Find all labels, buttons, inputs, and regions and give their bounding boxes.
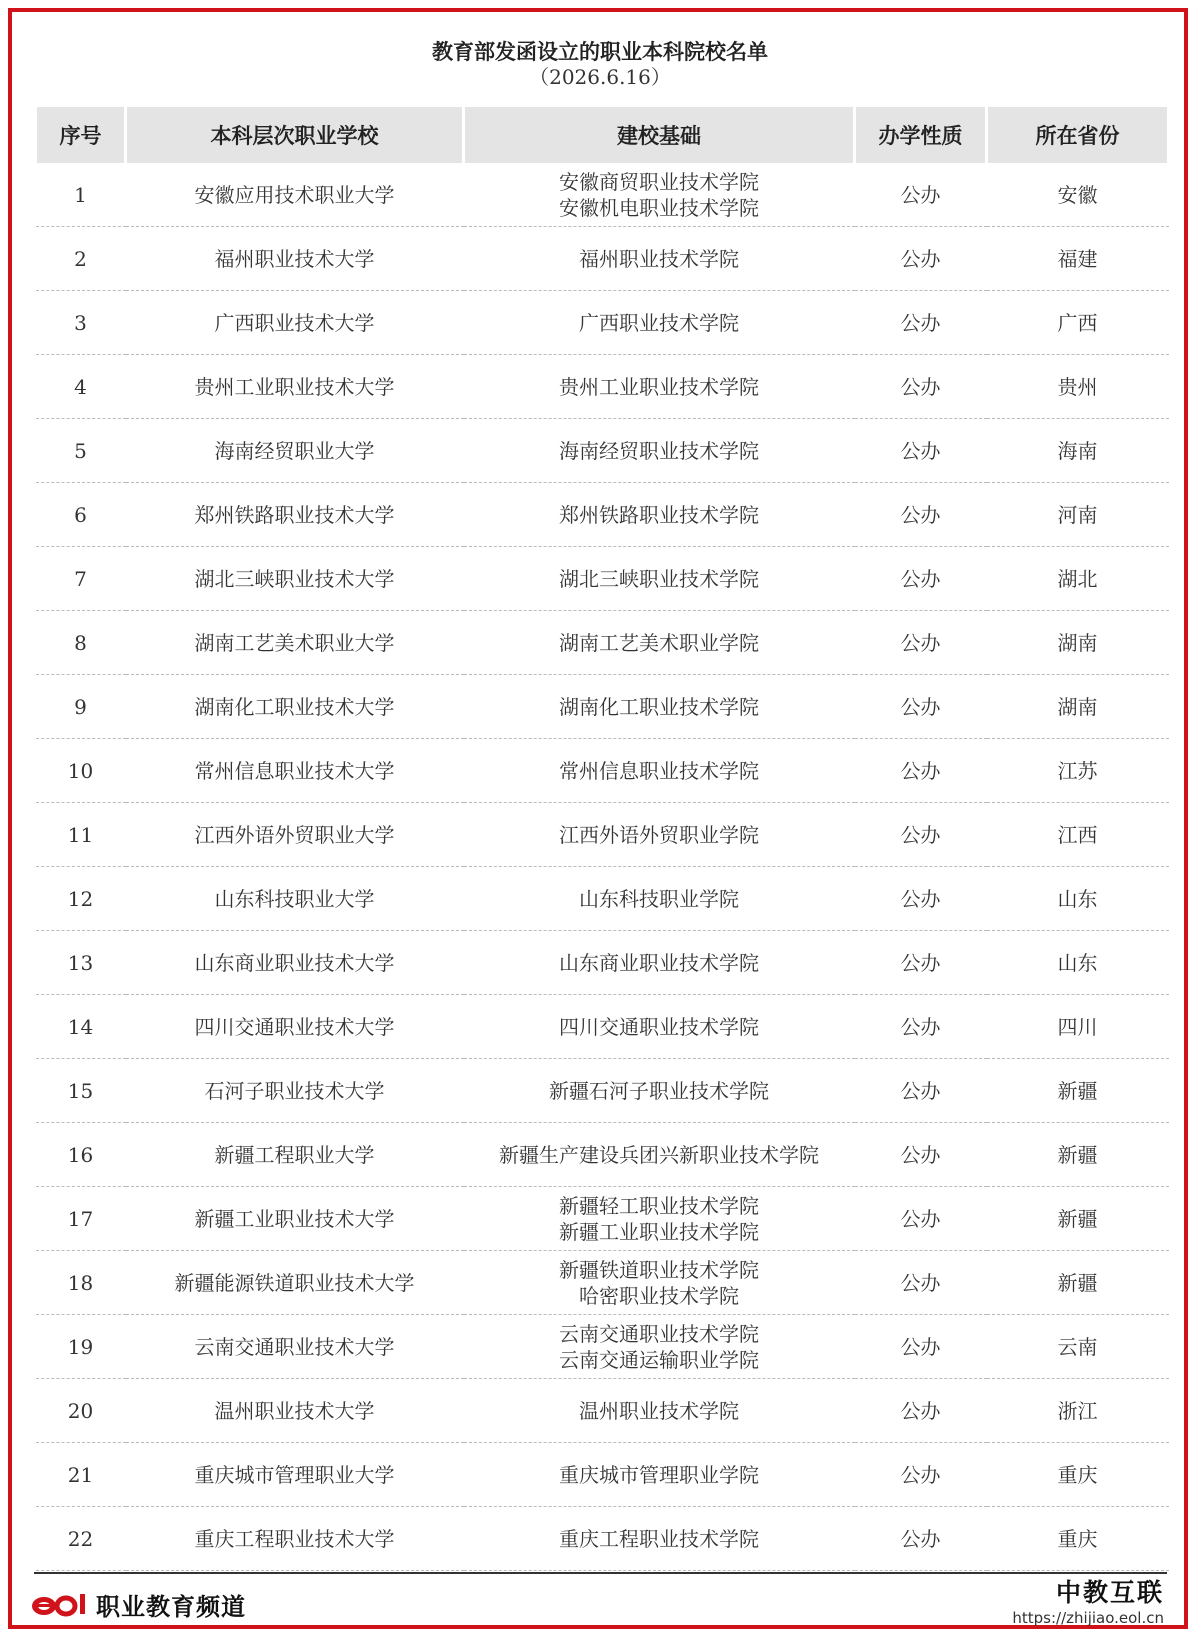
basis-line: 郑州铁路职业技术学院 xyxy=(559,502,759,527)
cell-basis xyxy=(464,1315,855,1379)
cell-nature: 公办 xyxy=(855,227,987,291)
cell-no: 14 xyxy=(36,995,126,1059)
cell-school: 山东商业职业技术大学 xyxy=(126,931,464,995)
header-basis: 建校基础 xyxy=(464,107,855,163)
table-row xyxy=(36,1315,1169,1379)
cell-no: 5 xyxy=(36,419,126,483)
brand-name: 中教互联 xyxy=(1055,1578,1164,1607)
basis-line: 贵州工业职业技术学院 xyxy=(559,374,759,399)
basis-line: 山东科技职业学院 xyxy=(579,886,739,911)
cell-no: 11 xyxy=(36,803,126,867)
cell-nature: 公办 xyxy=(855,1315,987,1379)
cell-school: 江西外语外贸职业大学 xyxy=(126,803,464,867)
cell-basis xyxy=(464,675,855,739)
cell-nature: 公办 xyxy=(855,1507,987,1571)
cell-nature: 公办 xyxy=(855,291,987,355)
basis-line: 山东商业职业技术学院 xyxy=(559,950,759,975)
table-row xyxy=(36,931,1169,995)
cell-no: 16 xyxy=(36,1123,126,1187)
cell-no: 19 xyxy=(36,1315,126,1379)
cell-province: 贵州 xyxy=(987,355,1169,419)
cell-no: 7 xyxy=(36,547,126,611)
basis-line: 湖南工艺美术职业学院 xyxy=(559,630,759,655)
cell-province: 重庆 xyxy=(987,1443,1169,1507)
document-title: 教育部发函设立的职业本科院校名单 xyxy=(432,39,768,64)
cell-province: 浙江 xyxy=(987,1379,1169,1443)
basis-line: 重庆城市管理职业学院 xyxy=(559,1462,759,1487)
cell-nature: 公办 xyxy=(855,995,987,1059)
cell-no: 4 xyxy=(36,355,126,419)
cell-school: 郑州铁路职业技术大学 xyxy=(126,483,464,547)
cell-nature: 公办 xyxy=(855,1123,987,1187)
basis-line: 哈密职业技术学院 xyxy=(579,1283,739,1308)
cell-no: 10 xyxy=(36,739,126,803)
cell-basis xyxy=(464,355,855,419)
table-row xyxy=(36,867,1169,931)
cell-province: 湖南 xyxy=(987,675,1169,739)
table-row xyxy=(36,1251,1169,1315)
cell-province: 新疆 xyxy=(987,1187,1169,1251)
cell-nature: 公办 xyxy=(855,1187,987,1251)
cell-province: 海南 xyxy=(987,419,1169,483)
cell-nature: 公办 xyxy=(855,611,987,675)
cell-province: 安徽 xyxy=(987,163,1169,227)
cell-nature: 公办 xyxy=(855,355,987,419)
cell-province: 广西 xyxy=(987,291,1169,355)
cell-basis xyxy=(464,1187,855,1251)
table-row xyxy=(36,675,1169,739)
cell-school: 贵州工业职业技术大学 xyxy=(126,355,464,419)
basis-line: 重庆工程职业技术学院 xyxy=(559,1526,759,1551)
cell-nature: 公办 xyxy=(855,739,987,803)
cell-no: 9 xyxy=(36,675,126,739)
cell-school: 安徽应用技术职业大学 xyxy=(126,163,464,227)
cell-school: 云南交通职业技术大学 xyxy=(126,1315,464,1379)
cell-basis xyxy=(464,483,855,547)
basis-line: 云南交通运输职业学院 xyxy=(559,1347,759,1372)
cell-school: 新疆工业职业技术大学 xyxy=(126,1187,464,1251)
cell-school: 湖南化工职业技术大学 xyxy=(126,675,464,739)
cell-basis xyxy=(464,547,855,611)
cell-nature: 公办 xyxy=(855,931,987,995)
cell-province: 云南 xyxy=(987,1315,1169,1379)
table-body xyxy=(36,163,1169,1571)
cell-no: 12 xyxy=(36,867,126,931)
cell-school: 四川交通职业技术大学 xyxy=(126,995,464,1059)
cell-province: 重庆 xyxy=(987,1507,1169,1571)
basis-line: 海南经贸职业技术学院 xyxy=(559,438,759,463)
eol-logo-icon xyxy=(30,1589,90,1619)
table-row xyxy=(36,483,1169,547)
table-row xyxy=(36,1059,1169,1123)
cell-basis xyxy=(464,227,855,291)
cell-basis xyxy=(464,1507,855,1571)
cell-province: 湖北 xyxy=(987,547,1169,611)
table-row xyxy=(36,739,1169,803)
cell-province: 四川 xyxy=(987,995,1169,1059)
cell-basis xyxy=(464,803,855,867)
cell-school: 福州职业技术大学 xyxy=(126,227,464,291)
brand-block xyxy=(1012,1578,1164,1628)
table-header-row xyxy=(36,107,1169,163)
cell-school: 温州职业技术大学 xyxy=(126,1379,464,1443)
cell-basis xyxy=(464,419,855,483)
cell-basis xyxy=(464,163,855,227)
table-row xyxy=(36,163,1169,227)
cell-school: 常州信息职业技术大学 xyxy=(126,739,464,803)
basis-line: 湖南化工职业技术学院 xyxy=(559,694,759,719)
basis-line: 云南交通职业技术学院 xyxy=(559,1321,759,1346)
cell-no: 22 xyxy=(36,1507,126,1571)
cell-province: 山东 xyxy=(987,867,1169,931)
cell-basis xyxy=(464,931,855,995)
cell-basis xyxy=(464,739,855,803)
cell-nature: 公办 xyxy=(855,1251,987,1315)
cell-nature: 公办 xyxy=(855,803,987,867)
cell-basis xyxy=(464,1443,855,1507)
table-row xyxy=(36,547,1169,611)
basis-line: 江西外语外贸职业学院 xyxy=(559,822,759,847)
cell-no: 2 xyxy=(36,227,126,291)
basis-line: 新疆石河子职业技术学院 xyxy=(549,1078,769,1103)
cell-basis xyxy=(464,291,855,355)
cell-school: 重庆城市管理职业大学 xyxy=(126,1443,464,1507)
cell-no: 21 xyxy=(36,1443,126,1507)
basis-line: 温州职业技术学院 xyxy=(579,1398,739,1423)
cell-province: 江苏 xyxy=(987,739,1169,803)
cell-basis xyxy=(464,611,855,675)
cell-nature: 公办 xyxy=(855,483,987,547)
basis-line: 福州职业技术学院 xyxy=(579,246,739,271)
cell-nature: 公办 xyxy=(855,547,987,611)
table-row xyxy=(36,419,1169,483)
table-row xyxy=(36,1123,1169,1187)
table-row xyxy=(36,1443,1169,1507)
header-no: 序号 xyxy=(36,107,126,163)
table-row xyxy=(36,1187,1169,1251)
header-province: 所在省份 xyxy=(987,107,1169,163)
basis-line: 新疆工业职业技术学院 xyxy=(559,1219,759,1244)
cell-nature: 公办 xyxy=(855,1443,987,1507)
basis-line: 常州信息职业技术学院 xyxy=(559,758,759,783)
cell-basis xyxy=(464,1251,855,1315)
cell-no: 13 xyxy=(36,931,126,995)
cell-school: 重庆工程职业技术大学 xyxy=(126,1507,464,1571)
basis-line: 新疆铁道职业技术学院 xyxy=(559,1257,759,1282)
footer-divider xyxy=(34,1572,1167,1574)
channel-name: 职业教育频道 xyxy=(96,1592,246,1621)
cell-no: 8 xyxy=(36,611,126,675)
cell-nature: 公办 xyxy=(855,163,987,227)
cell-school: 新疆能源铁道职业技术大学 xyxy=(126,1251,464,1315)
cell-school: 湖北三峡职业技术大学 xyxy=(126,547,464,611)
cell-province: 新疆 xyxy=(987,1123,1169,1187)
table-row xyxy=(36,611,1169,675)
cell-no: 6 xyxy=(36,483,126,547)
basis-line: 安徽商贸职业技术学院 xyxy=(559,169,759,194)
cell-basis xyxy=(464,995,855,1059)
cell-province: 河南 xyxy=(987,483,1169,547)
cell-school: 广西职业技术大学 xyxy=(126,291,464,355)
table-row xyxy=(36,803,1169,867)
cell-basis xyxy=(464,1379,855,1443)
cell-no: 20 xyxy=(36,1379,126,1443)
basis-line: 广西职业技术学院 xyxy=(579,310,739,335)
cell-no: 15 xyxy=(36,1059,126,1123)
cell-school: 新疆工程职业大学 xyxy=(126,1123,464,1187)
brand-url: https://zhijiao.eol.cn xyxy=(1012,1609,1164,1627)
table-row xyxy=(36,1507,1169,1571)
cell-basis xyxy=(464,1059,855,1123)
cell-school: 海南经贸职业大学 xyxy=(126,419,464,483)
eol-channel-logo xyxy=(30,1584,246,1624)
schools-table xyxy=(34,107,1170,1571)
basis-line: 四川交通职业技术学院 xyxy=(559,1014,759,1039)
table-row xyxy=(36,227,1169,291)
header-nature: 办学性质 xyxy=(855,107,987,163)
cell-basis xyxy=(464,867,855,931)
cell-province: 湖南 xyxy=(987,611,1169,675)
cell-nature: 公办 xyxy=(855,675,987,739)
cell-school: 湖南工艺美术职业大学 xyxy=(126,611,464,675)
cell-province: 江西 xyxy=(987,803,1169,867)
cell-school: 石河子职业技术大学 xyxy=(126,1059,464,1123)
basis-line: 新疆生产建设兵团兴新职业技术学院 xyxy=(499,1142,819,1167)
basis-line: 新疆轻工职业技术学院 xyxy=(559,1193,759,1218)
table-row xyxy=(36,355,1169,419)
cell-province: 福建 xyxy=(987,227,1169,291)
cell-no: 1 xyxy=(36,163,126,227)
cell-nature: 公办 xyxy=(855,419,987,483)
table-row xyxy=(36,291,1169,355)
cell-no: 18 xyxy=(36,1251,126,1315)
basis-line: 湖北三峡职业技术学院 xyxy=(559,566,759,591)
cell-nature: 公办 xyxy=(855,1379,987,1443)
cell-province: 新疆 xyxy=(987,1059,1169,1123)
cell-no: 17 xyxy=(36,1187,126,1251)
table-row xyxy=(36,1379,1169,1443)
cell-no: 3 xyxy=(36,291,126,355)
table-row xyxy=(36,995,1169,1059)
cell-basis xyxy=(464,1123,855,1187)
cell-school: 山东科技职业大学 xyxy=(126,867,464,931)
cell-province: 新疆 xyxy=(987,1251,1169,1315)
cell-nature: 公办 xyxy=(855,867,987,931)
cell-province: 山东 xyxy=(987,931,1169,995)
header-school: 本科层次职业学校 xyxy=(126,107,464,163)
document-date: （2026.6.16） xyxy=(529,65,671,89)
cell-nature: 公办 xyxy=(855,1059,987,1123)
basis-line: 安徽机电职业技术学院 xyxy=(559,195,759,220)
